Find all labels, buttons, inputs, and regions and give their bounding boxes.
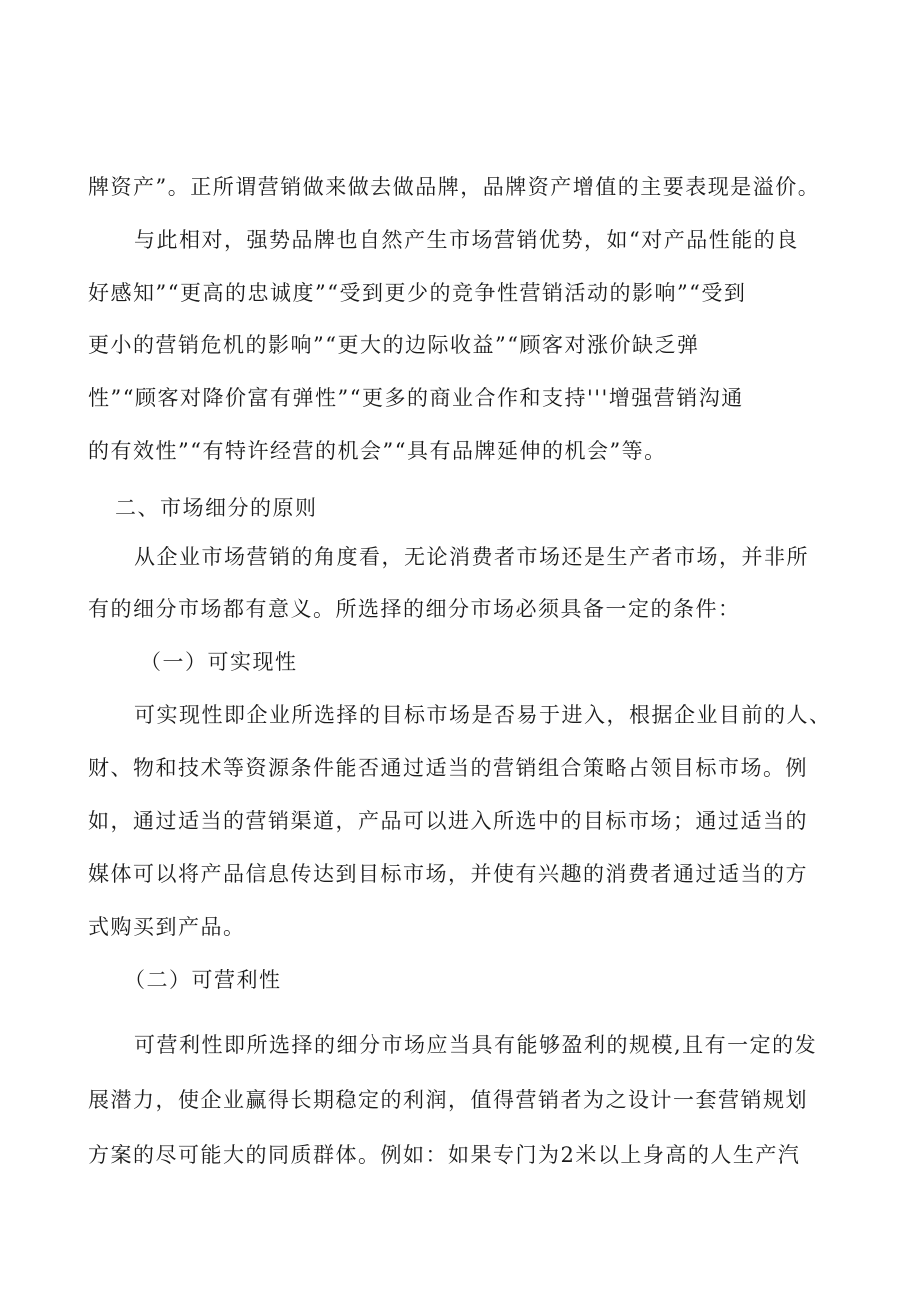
paragraph-line-7: 从企业市场营销的角度看，无论消费者市场还是生产者市场，并非所	[134, 545, 809, 569]
paragraph-line-5: 性”“顾客对降价富有弹性”“更多的商业合作和支持'''增强营销沟通	[88, 386, 744, 410]
paragraph-line-9: 可实现性即企业所选择的目标市场是否易于进入，根据企业目前的人、	[134, 703, 832, 727]
subheading-2: （二）可营利性	[124, 968, 282, 992]
paragraph-line-15: 展潜力，使企业赢得长期稳定的利润，值得营销者为之设计一套营销规划	[88, 1088, 808, 1112]
paragraph-line-12: 媒体可以将产品信息传达到目标市场，并使有兴趣的消费者通过适当的方	[88, 862, 808, 886]
paragraph-line-6: 的有效性”“有特许经营的机会”“具有品牌延伸的机会”等。	[88, 439, 667, 463]
paragraph-line-4: 更小的营销危机的影响”“更大的边际收益”“顾客对涨价缺乏弹	[88, 333, 700, 357]
subheading-1: （一）可实现性	[140, 650, 298, 674]
paragraph-line-10: 财、物和技术等资源条件能否通过适当的营销组合策略占领目标市场。例	[88, 756, 808, 780]
paragraph-line-1: 牌资产”。正所谓营销做来做去做品牌，品牌资产增值的主要表现是溢价。	[88, 175, 821, 199]
paragraph-line-8: 有的细分市场都有意义。所选择的细分市场必须具备一定的条件：	[88, 597, 741, 621]
paragraph-line-3: 好感知”“更高的忠诚度”“受到更少的竞争性营销活动的影响”“受到	[88, 281, 747, 305]
section-heading: 二、市场细分的原则	[115, 496, 318, 520]
paragraph-line-14: 可营利性即所选择的细分市场应当具有能够盈利的规模,且有一定的发	[134, 1033, 818, 1057]
paragraph-line-16: 方案的尽可能大的同质群体。例如：如果专门为2米以上身高的人生产汽	[88, 1143, 801, 1167]
paragraph-line-2: 与此相对，强势品牌也自然产生市场营销优势，如“对产品性能的良	[134, 228, 799, 252]
paragraph-line-13: 式购买到产品。	[88, 915, 246, 939]
paragraph-line-11: 如，通过适当的营销渠道，产品可以进入所选中的目标市场；通过适当的	[88, 809, 808, 833]
